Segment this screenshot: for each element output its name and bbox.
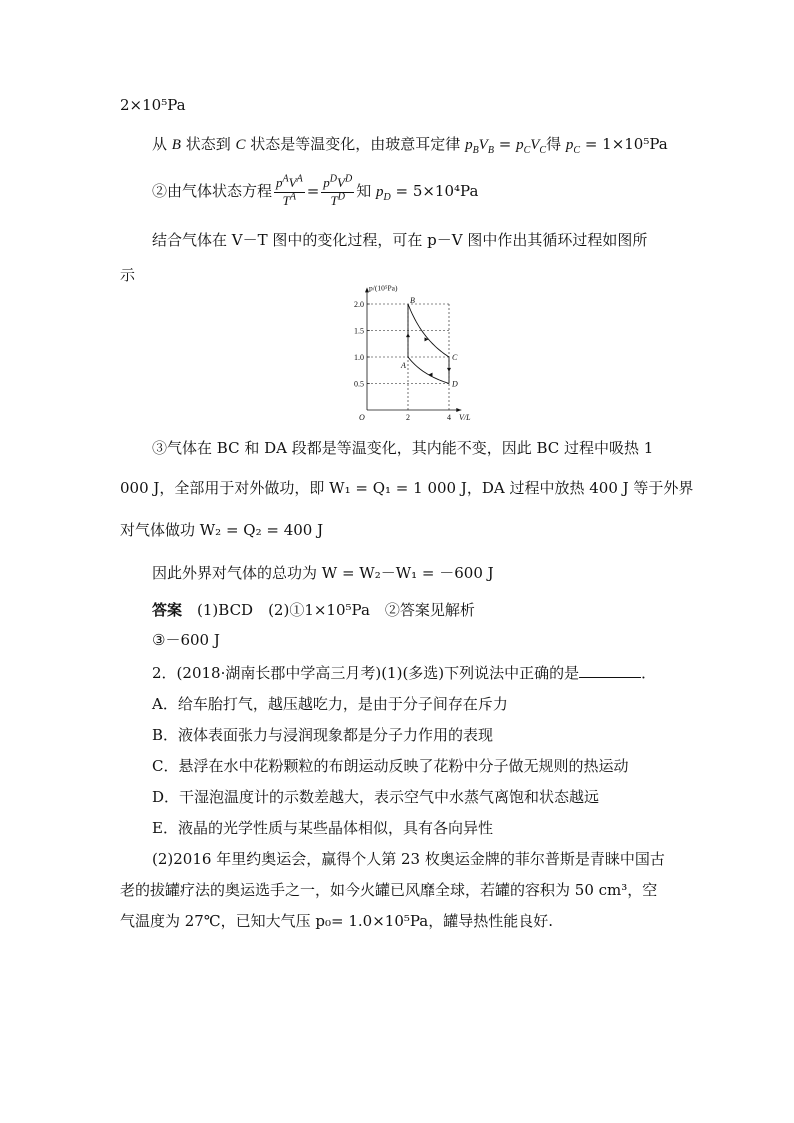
text-line: 000 J，全部用于对外做功，即 W₁ = Q₁ = 1 000 J，DA 过程中放热 400 J 等于外界 xyxy=(120,479,694,497)
point-label-d: D xyxy=(452,379,458,389)
origin-label: O xyxy=(359,413,365,422)
text-line: 结合气体在 V－T 图中的变化过程，可在 p－V 图中作出其循环过程如图所 xyxy=(152,231,648,249)
arrow-ab xyxy=(406,333,410,337)
option-e: E．液晶的光学性质与某些晶体相似，具有各向异性 xyxy=(152,819,493,837)
answer-line-2: ③－600 J xyxy=(152,631,220,649)
state-equation-line: ②由气体状态方程 $\frac{p^AV^A}{T^A}$ = $\frac{p^DV^D}{T^D}$ 知 $p_D = 5\times 10^4Pa$ xyxy=(152,173,479,208)
text-line: ③气体在 BC 和 DA 段都是等温变化，其内能不变，因此 BC 过程中吸热 1 xyxy=(152,439,654,457)
x-tick-label: 4 xyxy=(447,413,451,422)
result-line: 2×10⁵Pa xyxy=(120,96,186,114)
option-a: A．给车胎打气，越压越吃力，是由于分子间存在斥力 xyxy=(152,695,508,713)
x-axis-label: V/L xyxy=(459,413,471,422)
y-axis-label: p/(10⁵Pa) xyxy=(369,283,398,293)
boyle-law-line: 从 B 状态到 C 状态是等温变化，由玻意耳定律 $p_BV_B = p_CV_C$得 $p_C = 1\times 10^5Pa$ xyxy=(152,135,668,156)
paragraph-line: 气温度为 27℃，已知大气压 p₀= 1.0×10⁵Pa，罐导热性能良好. xyxy=(120,912,554,930)
y-tick-label: 1.5 xyxy=(354,326,364,336)
segment-da xyxy=(408,357,449,384)
text-line: 对气体做功 W₂ = Q₂ = 400 J xyxy=(120,521,324,539)
x-axis-arrow xyxy=(456,408,461,412)
pv-diagram xyxy=(340,283,471,422)
y-tick-label: 0.5 xyxy=(354,379,364,389)
question-2-heading: 2．(2018·湖南长郡中学高三月考)(1)(多选)下列说法中正确的是 ． xyxy=(152,664,657,682)
answer-blank[interactable] xyxy=(579,663,641,678)
x-tick-label: 2 xyxy=(406,413,410,422)
option-d: D．干湿泡温度计的示数差越大，表示空气中水蒸气离饱和状态越远 xyxy=(152,788,600,806)
point-label-c: C xyxy=(452,353,458,362)
paragraph-line: (2)2016 年里约奥运会，赢得个人第 23 枚奥运金牌的菲尔普斯是青睐中国古 xyxy=(152,850,665,868)
y-tick-label: 1.0 xyxy=(354,353,364,362)
fraction-a: $\frac{p^AV^A}{T^A}$ xyxy=(276,173,303,208)
answer-label: 答案 xyxy=(152,601,183,619)
point-label-a: A xyxy=(401,361,406,370)
arrow-bc xyxy=(425,337,429,341)
option-b: B．液体表面张力与浸润现象都是分子力作用的表现 xyxy=(152,726,494,744)
answer-line: 答案 (1)BCD (2)①1×10⁵Pa ②答案见解析 xyxy=(152,601,475,619)
fraction-d: $\frac{p^DV^D}{T^D}$ xyxy=(323,173,353,208)
text-line: 因此外界对气体的总功为 W = W₂－W₁ = －600 J xyxy=(152,564,494,582)
point-label-b: B xyxy=(410,296,415,305)
arrow-cd xyxy=(447,368,451,372)
text-line: 示 xyxy=(120,266,136,284)
y-tick-label: 2.0 xyxy=(354,300,364,309)
paragraph-line: 老的拔罐疗法的奥运选手之一，如今火罐已风靡全球，若罐的容积为 50 cm³，空 xyxy=(120,881,658,899)
option-c: C．悬浮在水中花粉颗粒的布朗运动反映了花粉中分子做无规则的热运动 xyxy=(152,757,629,775)
